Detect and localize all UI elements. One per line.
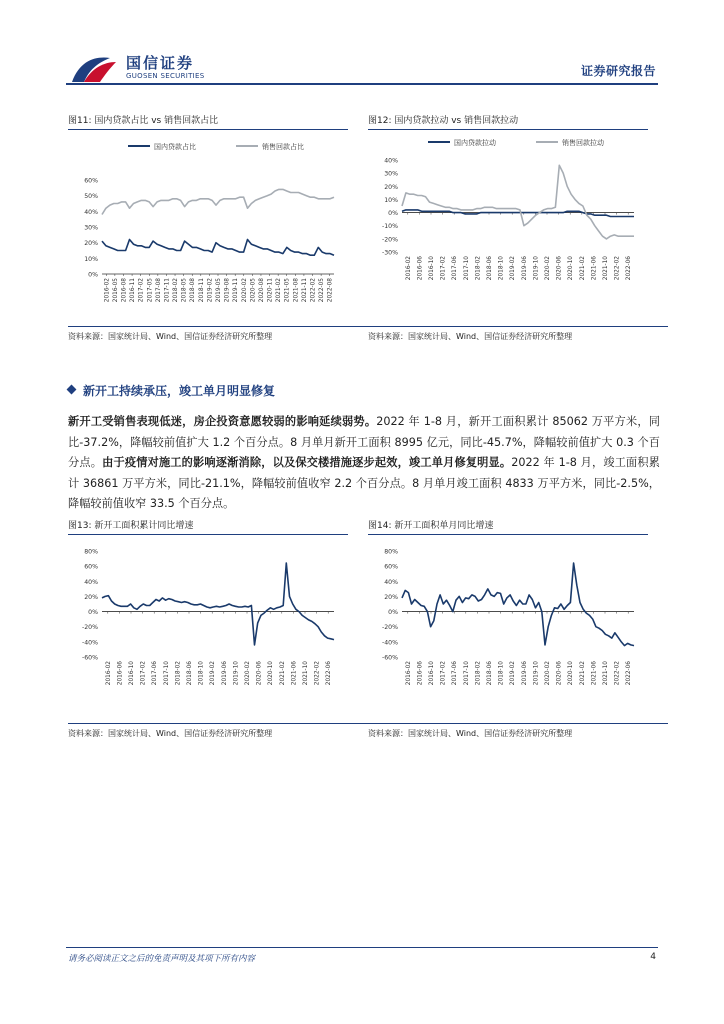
fig13-xtick-label: 2019-10 (233, 661, 240, 686)
fig14-ytick-label: -20% (382, 624, 398, 632)
fig11-xtick-label: 2019-08 (224, 278, 231, 303)
page-header (0, 0, 724, 90)
figure-11-title (68, 110, 348, 130)
fig12-xtick-label: 2021-06 (591, 256, 598, 281)
fig11-ytick-label: 10% (84, 255, 98, 263)
logo-chinese-name: 国信证券 (126, 54, 195, 72)
fig11-xtick-label: 2016-08 (121, 278, 128, 303)
footer-disclaimer: 请务必阅读正文之后的免责声明及其项下所有内容 (68, 954, 256, 964)
fig12-series-line-2 (402, 165, 634, 239)
fig14-xtick-label: 2017-10 (463, 661, 470, 686)
fig12-ytick-label: 30% (384, 170, 398, 178)
fig11-legend-label: 销售回款占比 (262, 143, 304, 151)
fig12-legend-label: 销售回款拉动 (562, 139, 604, 147)
fig14-xtick-label: 2017-06 (452, 661, 459, 686)
fig13-xtick-label: 2022-06 (326, 661, 333, 686)
fig14-xtick-label: 2021-02 (579, 661, 586, 686)
fig12-xtick-label: 2019-06 (521, 256, 528, 281)
fig11-xtick-label: 2020-05 (250, 278, 257, 303)
figure-14-source: 资料来源：国家统计局、Wind、国信证券经济研究所整理 (368, 723, 668, 739)
figure-13-caption: 新开工面积累计同比增速 (94, 521, 194, 531)
fig12-series-line-1 (402, 210, 634, 217)
figure-13-chart (68, 537, 358, 727)
guosen-logo (70, 50, 220, 86)
fig13-xtick-label: 2017-10 (163, 661, 170, 686)
fig13-xtick-label: 2018-02 (175, 661, 182, 686)
figure-14-title (368, 515, 648, 535)
fig12-xtick-label: 2017-02 (440, 256, 447, 281)
fig12-xtick-label: 2016-06 (417, 256, 424, 281)
fig14-xtick-label: 2022-02 (614, 661, 621, 686)
fig13-xtick-label: 2021-10 (303, 661, 309, 686)
figure-11-source: 资料来源：国家统计局、Wind、国信证券经济研究所整理 (68, 326, 368, 342)
fig11-xtick-label: 2021-11 (301, 278, 308, 303)
section-heading-text: 新开工持续承压，竣工单月明显修复 (83, 384, 276, 398)
fig14-xtick-label: 2022-06 (626, 661, 633, 686)
fig11-xtick-label: 2019-02 (207, 278, 214, 303)
figure-12-source: 资料来源：国家统计局、Wind、国信证券经济研究所整理 (368, 326, 668, 342)
fig12-xtick-label: 2020-06 (556, 256, 563, 281)
fig13-ytick-label: -60% (82, 654, 98, 662)
fig14-ytick-label: 60% (384, 563, 398, 571)
report-type-label: 证券研究报告 (580, 64, 656, 78)
figure-14 (368, 515, 648, 755)
fig12-ytick-label: -30% (382, 249, 398, 257)
fig13-xtick-label: 2021-02 (279, 661, 286, 686)
fig11-ytick-label: 30% (84, 224, 98, 232)
page-number: 4 (650, 952, 656, 962)
fig11-legend-label: 国内贷款占比 (154, 143, 196, 151)
fig11-xtick-label: 2018-11 (198, 278, 205, 303)
fig13-ytick-label: 80% (84, 548, 98, 556)
fig11-ytick-label: 0% (88, 271, 98, 279)
fig14-xtick-label: 2020-02 (545, 661, 551, 686)
figure-14-chart (368, 537, 658, 727)
fig12-ytick-label: -10% (382, 223, 398, 231)
fig14-ytick-label: 20% (384, 593, 398, 601)
guosen-logo-mark-icon (70, 54, 118, 84)
fig12-xtick-label: 2017-06 (452, 256, 459, 281)
fig12-xtick-label: 2016-10 (429, 256, 435, 281)
fig14-xtick-label: 2016-06 (417, 661, 424, 686)
fig13-xtick-label: 2021-06 (291, 661, 298, 686)
fig13-xtick-label: 2022-02 (314, 661, 321, 686)
fig14-ytick-label: 0% (388, 609, 398, 617)
fig11-xtick-label: 2016-05 (112, 278, 119, 303)
figure-12-title (368, 110, 648, 130)
fig13-xtick-label: 2019-06 (221, 661, 228, 686)
figure-13 (68, 515, 348, 755)
fig14-xtick-label: 2021-06 (591, 661, 598, 686)
fig11-xtick-label: 2017-11 (164, 278, 171, 303)
fig11-xtick-label: 2021-05 (284, 278, 291, 303)
body-bold-2: 由于疫情对施工的影响逐渐消除，以及保交楼措施逐步起效，竣工单月修复明显。 (102, 456, 512, 469)
figure-13-label: 图13: (68, 521, 92, 531)
fig14-xtick-label: 2019-06 (521, 661, 528, 686)
fig14-xtick-label: 2019-02 (510, 661, 517, 686)
fig12-xtick-label: 2020-02 (545, 256, 551, 281)
fig12-xtick-label: 2022-06 (626, 256, 633, 281)
fig12-xtick-label: 2018-10 (498, 256, 505, 281)
fig13-ytick-label: -20% (82, 624, 98, 632)
fig11-xtick-label: 2018-08 (190, 278, 197, 303)
fig13-xtick-label: 2017-02 (140, 661, 147, 686)
fig11-xtick-label: 2022-05 (319, 278, 326, 303)
fig11-xtick-label: 2022-08 (327, 278, 334, 303)
figure-11-label: 图11: (68, 116, 92, 126)
fig12-ytick-label: 0% (388, 210, 398, 218)
figure-13-title (68, 515, 348, 535)
fig13-xtick-label: 2018-10 (198, 661, 205, 686)
fig11-xtick-label: 2016-02 (104, 278, 111, 303)
fig12-xtick-label: 2019-02 (510, 256, 517, 281)
fig12-xtick-label: 2018-06 (487, 256, 493, 281)
fig11-xtick-label: 2021-02 (276, 278, 283, 303)
fig14-xtick-label: 2020-06 (556, 661, 563, 686)
fig11-xtick-label: 2022-02 (310, 278, 317, 303)
fig14-ytick-label: -60% (382, 654, 398, 662)
fig11-series-line-1 (102, 240, 334, 256)
body-text-2: 2022 年 1-8 月，竣工面积累计 36861 万平方米，同比-21.1%，降幅较前值收窄 2.2 个百分点。8 月单月竣工面积 4833 万平方米，同比-2.5%，降幅较前值收窄 33.5 个百分点。 (68, 456, 660, 510)
fig12-ytick-label: 20% (384, 183, 398, 191)
figure-11 (68, 110, 348, 350)
fig12-xtick-label: 2021-02 (579, 256, 586, 281)
fig13-xtick-label: 2020-02 (245, 661, 251, 686)
footer-divider (66, 947, 658, 948)
fig11-xtick-label: 2017-02 (138, 278, 145, 303)
fig14-ytick-label: 80% (384, 548, 398, 556)
fig14-xtick-label: 2018-02 (475, 661, 482, 686)
fig11-xtick-label: 2020-11 (267, 278, 274, 303)
fig12-xtick-label: 2018-02 (475, 256, 482, 281)
fig12-xtick-label: 2019-10 (533, 256, 540, 281)
fig13-xtick-label: 2018-06 (187, 661, 193, 686)
figure-14-caption: 新开工面积单月同比增速 (394, 521, 494, 531)
diamond-bullet-icon (67, 385, 77, 395)
fig13-ytick-label: 60% (84, 563, 98, 571)
fig14-xtick-label: 2016-10 (429, 661, 435, 686)
fig11-series-line-2 (102, 189, 334, 214)
fig11-xtick-label: 2020-02 (241, 278, 248, 303)
fig12-legend-label: 国内贷款拉动 (454, 139, 496, 147)
fig14-series-line-1 (402, 563, 634, 646)
fig14-ytick-label: 40% (384, 578, 398, 586)
fig13-ytick-label: 20% (84, 593, 98, 601)
fig12-xtick-label: 2020-10 (568, 256, 575, 281)
fig14-xtick-label: 2018-06 (487, 661, 493, 686)
section-heading (68, 382, 275, 399)
fig12-xtick-label: 2022-02 (614, 256, 621, 281)
fig13-ytick-label: 40% (84, 578, 98, 586)
fig12-xtick-label: 2017-10 (463, 256, 470, 281)
fig13-xtick-label: 2016-06 (117, 661, 124, 686)
fig11-ytick-label: 60% (84, 177, 98, 185)
fig14-xtick-label: 2016-02 (405, 661, 412, 686)
body-bold-1: 新开工受销售表现低迷，房企投资意愿较弱的影响延续弱势。 (68, 415, 377, 428)
fig11-ytick-label: 40% (84, 208, 98, 216)
fig11-xtick-label: 2019-05 (216, 278, 222, 303)
fig11-xtick-label: 2016-11 (130, 278, 137, 303)
fig12-xtick-label: 2016-02 (405, 256, 412, 281)
figure-13-source: 资料来源：国家统计局、Wind、国信证券经济研究所整理 (68, 723, 368, 739)
section-body (68, 412, 660, 515)
fig11-xtick-label: 2020-08 (258, 278, 265, 303)
fig12-ytick-label: 10% (384, 196, 398, 204)
fig14-xtick-label: 2021-10 (603, 661, 609, 686)
fig11-ytick-label: 50% (84, 193, 98, 201)
fig13-xtick-label: 2016-02 (105, 661, 112, 686)
fig12-xtick-label: 2021-10 (603, 256, 609, 281)
fig11-ytick-label: 20% (84, 240, 98, 248)
fig14-xtick-label: 2018-10 (498, 661, 505, 686)
fig13-xtick-label: 2020-10 (268, 661, 275, 686)
figure-12-label: 图12: (368, 116, 392, 126)
fig14-xtick-label: 2020-10 (568, 661, 575, 686)
fig13-xtick-label: 2016-10 (129, 661, 135, 686)
figure-11-caption: 国内贷款占比 vs 销售回款占比 (94, 116, 219, 126)
fig14-xtick-label: 2019-10 (533, 661, 540, 686)
fig14-ytick-label: -40% (382, 639, 398, 647)
figure-11-chart (68, 132, 358, 332)
figure-14-label: 图14: (368, 521, 392, 531)
figure-12 (368, 110, 648, 350)
fig13-xtick-label: 2017-06 (152, 661, 159, 686)
fig13-series-line-1 (102, 563, 334, 645)
fig13-ytick-label: -40% (82, 639, 98, 647)
fig12-ytick-label: 40% (384, 157, 398, 165)
fig12-ytick-label: -20% (382, 236, 398, 244)
figure-12-chart (368, 132, 658, 332)
fig11-xtick-label: 2018-05 (181, 278, 188, 303)
fig11-xtick-label: 2018-02 (173, 278, 180, 303)
figure-12-caption: 国内贷款拉动 vs 销售回款拉动 (394, 116, 519, 126)
header-divider (66, 83, 658, 85)
fig13-xtick-label: 2020-06 (256, 661, 263, 686)
body-text-1: 2022 年 1-8 月，新开工面积累计 85062 万平方米，同比-37.2%，降幅较前值扩大 1.2 个百分点。8 月单月新开工面积 8995 亿元，同比-45.7%，降幅较前值扩大 0.3 个百分点。 (68, 415, 660, 469)
fig11-xtick-label: 2017-08 (155, 278, 162, 303)
fig11-xtick-label: 2017-05 (147, 278, 154, 303)
fig11-xtick-label: 2019-11 (233, 278, 240, 303)
fig13-xtick-label: 2019-02 (210, 661, 217, 686)
fig14-xtick-label: 2017-02 (440, 661, 447, 686)
fig11-xtick-label: 2021-08 (293, 278, 300, 303)
fig13-ytick-label: 0% (88, 609, 98, 617)
logo-english-name: GUOSEN SECURITIES (126, 72, 205, 80)
